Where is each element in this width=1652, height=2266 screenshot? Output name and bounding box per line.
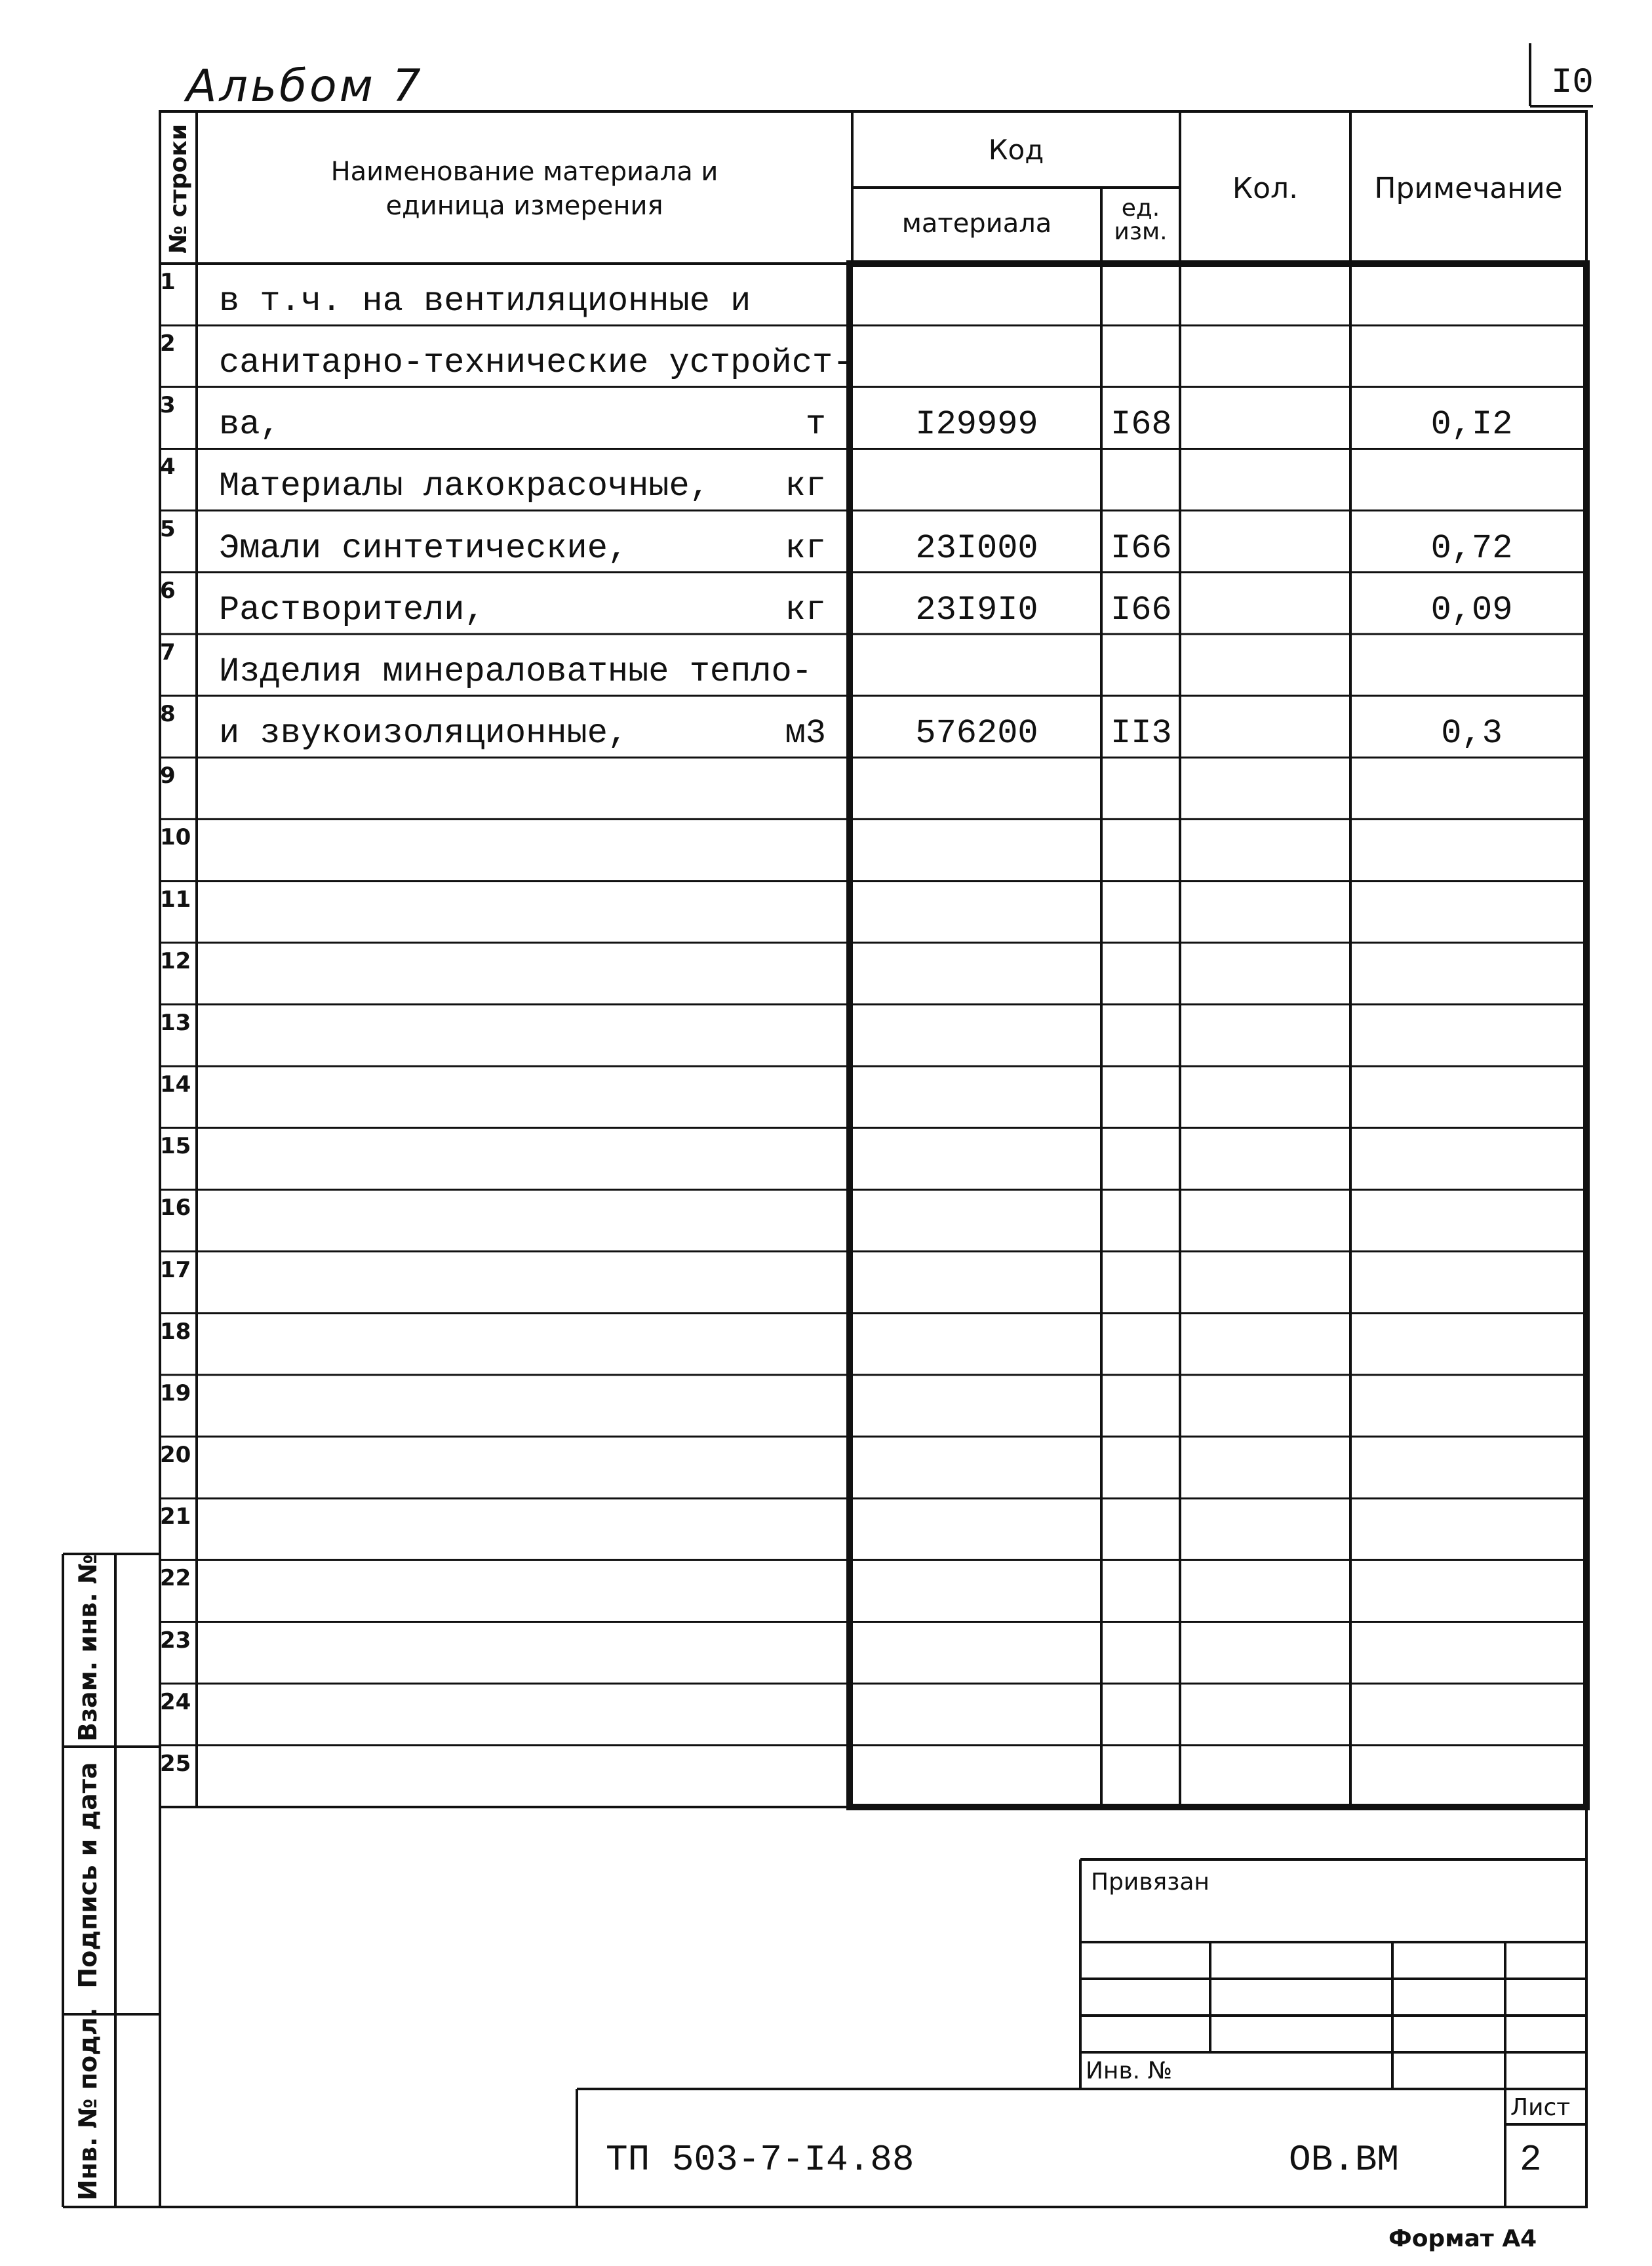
- header-code-unit: ед. изм.: [1114, 195, 1168, 245]
- title-inv-no: Инв. №: [1086, 2057, 1173, 2084]
- row-unit: м3: [785, 714, 826, 753]
- header-code: Код: [988, 134, 1044, 166]
- row-number: 4: [160, 454, 176, 481]
- row-unit: кг: [785, 528, 826, 568]
- row-code-unit: I66: [1111, 590, 1172, 629]
- row-number: 20: [160, 1442, 191, 1469]
- album-label: Альбом 7: [186, 60, 423, 112]
- row-name: Материалы лакокрасочные,: [219, 467, 710, 506]
- row-number: 21: [160, 1503, 191, 1530]
- row-name: Растворители,: [219, 590, 485, 629]
- row-code-material: 23I000: [915, 528, 1038, 568]
- stamp-inv-podl: Инв. № подл.: [73, 2007, 102, 2200]
- page-number: I0: [1551, 63, 1594, 103]
- row-number: 14: [160, 1071, 191, 1098]
- row-code-unit: II3: [1111, 714, 1172, 753]
- row-number: 11: [160, 886, 191, 913]
- row-number: 19: [160, 1380, 191, 1406]
- row-unit: т: [805, 405, 826, 445]
- row-number: 8: [160, 701, 176, 728]
- row-name: в т.ч. на вентиляционные и: [219, 282, 751, 321]
- body-heavy-frame: [850, 264, 1586, 1807]
- format-label: Формат А4: [1388, 2225, 1537, 2252]
- header-row-no: № строки: [165, 123, 192, 254]
- row-unit: кг: [785, 467, 826, 506]
- row-number: 16: [160, 1195, 191, 1222]
- sheet-number: 2: [1520, 2139, 1542, 2181]
- row-number: 25: [160, 1750, 191, 1777]
- header-name: Наименование материала и единица измерения: [330, 157, 718, 221]
- row-name: и звукоизоляционные,: [219, 714, 629, 753]
- doc-code: ТП 503-7-I4.88: [606, 2139, 914, 2181]
- row-code-material: 23I9I0: [915, 590, 1038, 629]
- row-number: 10: [160, 824, 191, 851]
- row-note: 0,I2: [1430, 405, 1513, 445]
- row-number: 23: [160, 1627, 191, 1654]
- row-number: 2: [160, 330, 176, 357]
- row-number: 13: [160, 1009, 191, 1036]
- doc-section: ОВ.ВМ: [1289, 2139, 1400, 2181]
- row-name: Эмали синтетические,: [219, 528, 629, 568]
- row-code-unit: I68: [1111, 405, 1172, 445]
- row-number: 5: [160, 515, 176, 542]
- row-number: 1: [160, 269, 176, 295]
- header-qty: Кол.: [1232, 172, 1299, 205]
- row-number: 15: [160, 1133, 191, 1160]
- row-unit: кг: [785, 590, 826, 629]
- row-number: 6: [160, 577, 176, 604]
- row-code-material: 576200: [915, 714, 1038, 753]
- header-code-material: материала: [901, 209, 1052, 239]
- row-number: 7: [160, 639, 176, 666]
- header-note: Примечание: [1374, 172, 1563, 205]
- row-number: 3: [160, 392, 176, 419]
- row-number: 9: [160, 763, 176, 789]
- row-note: 0,09: [1430, 590, 1513, 629]
- stamp-podpis-data: Подпись и дата: [73, 1762, 102, 1989]
- row-name: санитарно-технические устройст-: [219, 344, 854, 383]
- row-number: 22: [160, 1565, 191, 1592]
- row-note: 0,72: [1430, 528, 1513, 568]
- sheet-label: Лист: [1510, 2094, 1571, 2121]
- row-number: 17: [160, 1256, 191, 1283]
- row-note: 0,3: [1441, 714, 1503, 753]
- row-number: 18: [160, 1318, 191, 1345]
- row-number: 12: [160, 947, 191, 974]
- row-code-unit: I66: [1111, 528, 1172, 568]
- title-privyazan: Привязан: [1091, 1869, 1210, 1896]
- stamp-vzam-inv: Взам. инв. №: [73, 1554, 102, 1741]
- row-name: ва,: [219, 405, 281, 445]
- row-name: Изделия минераловатные тепло-: [219, 652, 812, 691]
- row-code-material: I29999: [915, 405, 1038, 445]
- row-number: 24: [160, 1688, 191, 1715]
